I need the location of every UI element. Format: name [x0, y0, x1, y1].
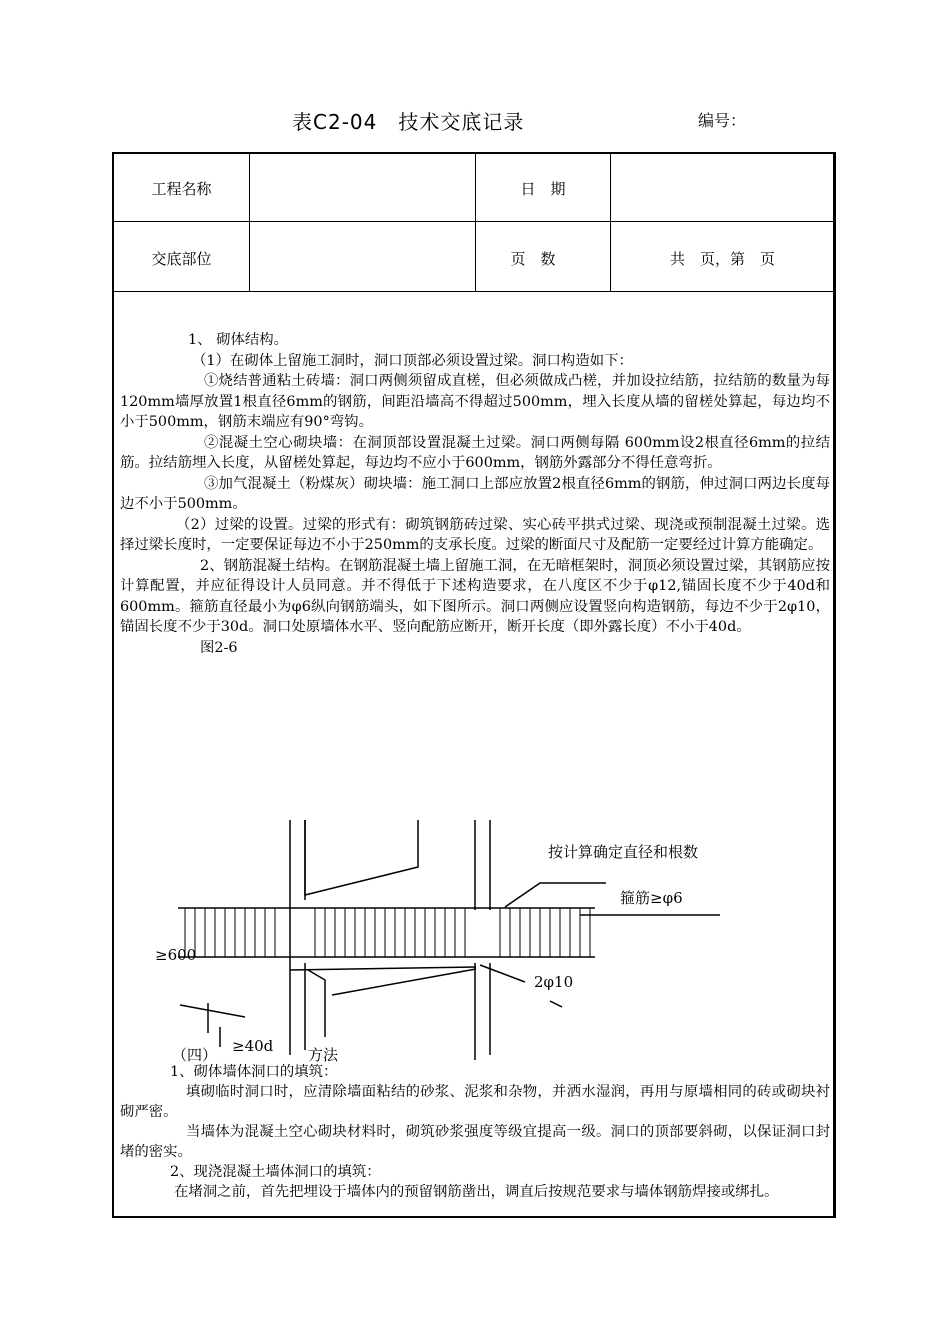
section-four-label: （四） [172, 1046, 218, 1064]
paragraph: 填砌临时洞口时，应清除墙面粘结的砂浆、泥浆和杂物，并洒水湿润，再用与原墙相同的砖或砌块衬砌严密。 [120, 1084, 830, 1120]
part-label: 交底部位 [151, 250, 212, 268]
paragraph: （2）过梁的设置。过梁的形式有：砌筑钢筋砖过梁、实心砖平拱式过梁、现浇或预制混凝土过梁。选择过梁长度时，一定要保证每边不小于250mm的支承长度。过梁的断面尺寸及配筋一定要经过计算方能确定。 [120, 516, 830, 553]
paragraph: 在堵洞之前，首先把埋设于墙体内的预留钢筋凿出，调直后按规范要求与墙体钢筋焊接或绑扎。 [174, 1184, 779, 1200]
infill-content [120, 1062, 830, 1202]
pages-value: 共 页，第 页 [669, 250, 775, 268]
paragraph: ③加气混凝土（粉煤灰）砌块墙：施工洞口上部应放置2根直径6mm的钢筋，伸过洞口两边长度每边不小于500mm。 [120, 475, 830, 512]
pages-label: 页 数 [510, 250, 556, 268]
row-divider [113, 221, 835, 222]
dim-40d-label: ≥40d [232, 1037, 274, 1055]
figure-caption: 图2-6 [200, 639, 238, 656]
paragraph: 2、钢筋混凝土结构。在钢筋混凝土墙上留施工洞，在无暗框架时，洞顶必须设置过梁，其钢筋应按计算配置，并应征得设计人员同意。并不得低于下述构造要求，在八度区不少于φ12,锚固长度不少于40d和600mm。箍筋直径最小为φ6纵向钢筋端头，如下图所示。洞口两侧应设置竖向构造钢筋，每边不少于2φ10，锚固长度不少于30d。洞口处原墙体水平、竖向配筋应断开，断开长度（即外露长度）不小于40d。 [120, 557, 830, 635]
document-number-label: 编号： [698, 111, 747, 130]
section-heading: 2、现浇混凝土墙体洞口的填筑： [170, 1164, 381, 1180]
calc-label: 按计算确定直径和根数 [548, 843, 699, 861]
paragraph: 当墙体为混凝土空心砌块材料时，砌筑砂浆强度等级宜提高一级。洞口的顶部要斜砌，以保证洞口封堵的密实。 [120, 1124, 830, 1160]
row-divider [113, 291, 835, 292]
section-heading: 1、 砌体结构。 [188, 332, 289, 348]
date-label: 日 期 [520, 180, 566, 198]
rebar-diagram [150, 815, 750, 1069]
stirrups [185, 908, 590, 957]
paragraph: ②混凝土空心砌块墙：在洞顶部设置混凝土过梁。洞口两侧每隔 600mm设2根直径6mm的拉结筋。拉结筋埋入长度，从留槎处算起，每边均不应小于600mm，钢筋外露部分不得任意弯折。 [120, 434, 830, 471]
project-name-label: 工程名称 [151, 180, 212, 198]
paragraph: ①烧结普通粘土砖墙：洞口两侧须留成直槎，但必须做成凸槎，并加设拉结筋，拉结筋的数量为每120mm墙厚放置1根直径6mm的钢筋，间距沿墙高不得超过500mm，埋入长度从墙的留槎处算起，每边均不小于500mm，钢筋末端应有90°弯钩。 [120, 373, 830, 430]
project-name-field[interactable] [250, 166, 475, 210]
stirrup-label: 箍筋≥φ6 [620, 889, 683, 907]
date-field[interactable] [611, 166, 834, 210]
disclosure-content [120, 330, 830, 658]
paragraph: （1）在砌体上留施工洞时，洞口顶部必须设置过梁。洞口构造如下： [192, 352, 633, 369]
part-field[interactable] [250, 236, 475, 280]
method-label: 方法 [308, 1046, 339, 1064]
dim-600-label: ≥600 [155, 946, 197, 964]
section-heading: 1、砌体墙体洞口的填筑： [170, 1064, 338, 1080]
col-divider [475, 153, 476, 291]
page-title: 表C2-04 技术交底记录 [292, 110, 525, 134]
bar-2phi10-label: 2φ10 [534, 973, 574, 991]
